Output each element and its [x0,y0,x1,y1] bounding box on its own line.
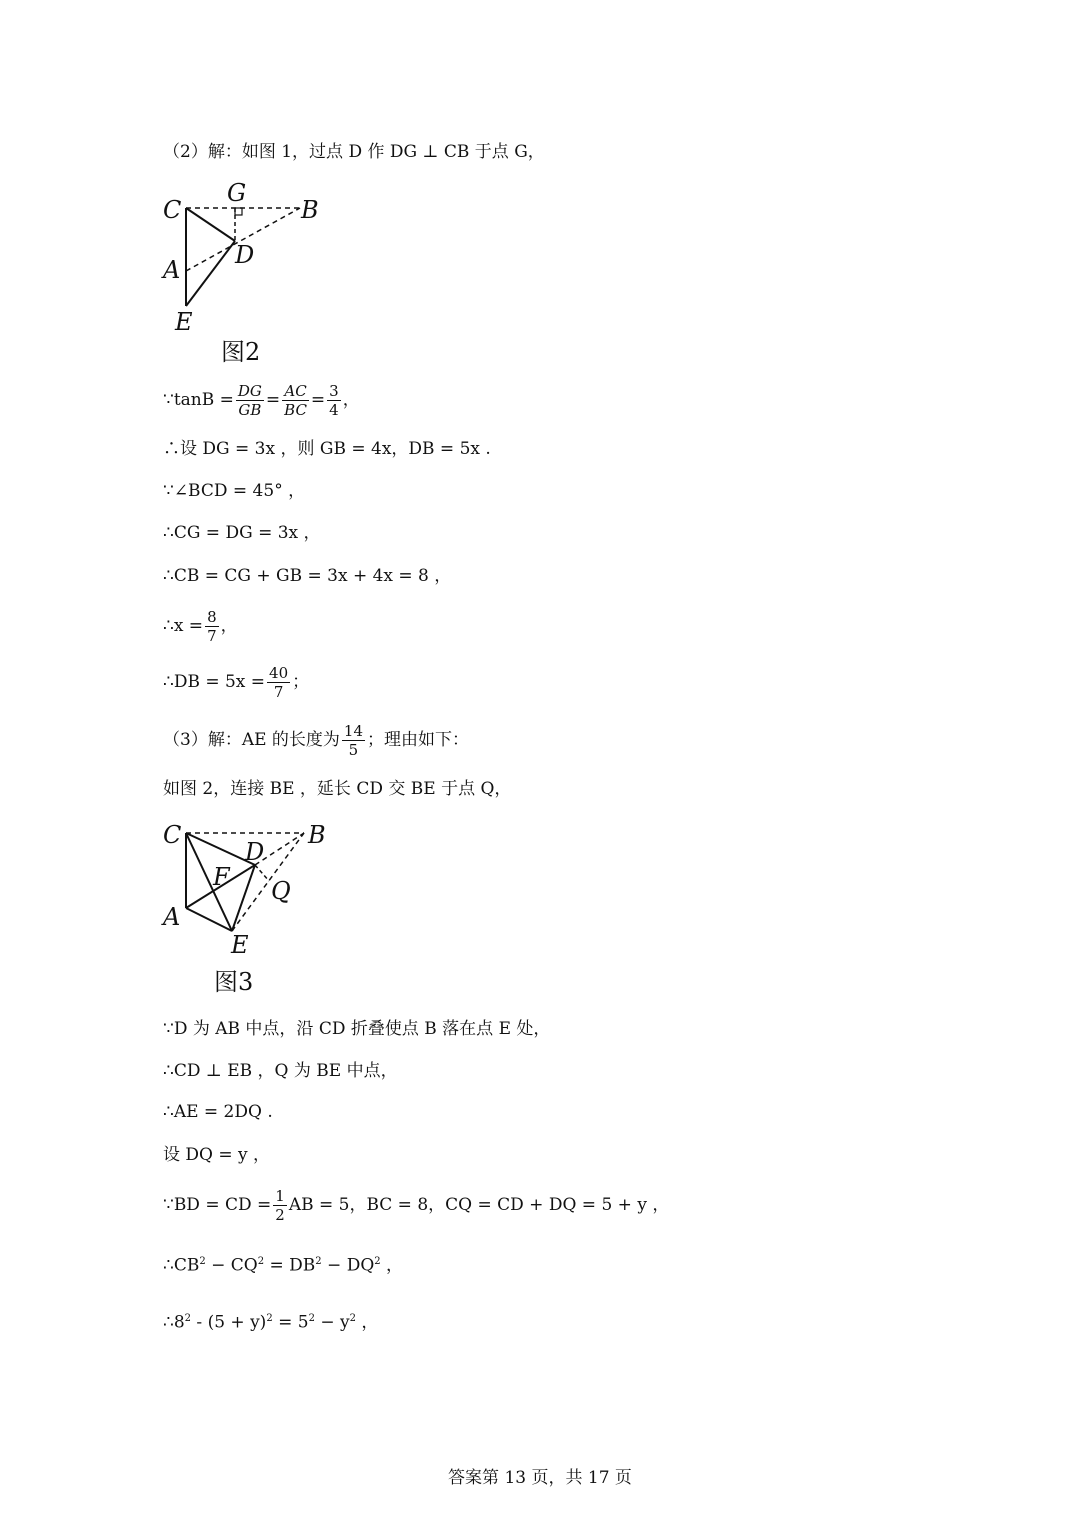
line-AE [186,908,232,931]
figure-3 [155,815,355,965]
part2-line-cg: ∴CG = DG = 3x ， [163,523,321,543]
fraction-14-5: $\frac{14}{5}$ [343,721,363,759]
label-D: D [245,838,265,866]
line-DE [232,865,255,931]
part2-line-cb: ∴CB = CG + GB = 3x + 4x = 8 ， [163,566,452,586]
page-footer: 答案第 13 页，共 17 页 [448,1468,632,1488]
label-C: C [163,821,182,849]
label-D: D [235,241,255,269]
part2-line-db: ∴DB = 5x = $\frac{40}{7}$ ； [163,663,310,701]
label-Q: Q [271,877,291,905]
part2-line-tan: ∵tanB = $\frac{DG}{GB}$ = $\frac{AC}{BC}$ = $\frac{3}{4}$ ， [163,381,360,419]
label-G: G [227,179,247,207]
figure-3-caption: 图3 [214,968,254,996]
label-E: E [231,931,249,959]
part3-line-equation: $\therefore 8^2 - (5 + y)^2 = 5^2 - y^2$ ， [163,1312,379,1333]
part3-line-perp: ∴CD ⊥ EB ，Q 为 BE 中点， [163,1061,398,1081]
fraction-ac-bc: $\frac{AC}{BC}$ [284,381,307,419]
fraction-8-7: $\frac{8}{7}$ [207,607,217,645]
part2-intro: （2）解：如图 1，过点 D 作 DG ⊥ CB 于点 G， [163,142,545,162]
label-E: E [175,308,193,336]
part3-line-midpoint: ∵D 为 AB 中点，沿 CD 折叠使点 B 落在点 E 处， [163,1019,551,1039]
line-DE [186,241,235,306]
label-B: B [308,821,326,849]
figure-2-caption: 图2 [221,338,261,366]
part2-line-angle: ∵∠BCD = 45° ， [163,481,306,501]
part3-line-ae: ∴AE = 2DQ . [163,1102,273,1122]
part3-line-dq: 设 DQ = y ， [163,1145,271,1165]
fraction-1-2: $\frac{1}{2}$ [275,1186,285,1224]
part3-line-squares: $\therefore CB^2 - CQ^2 = DB^2 - DQ^2$ ， [163,1255,404,1276]
part3-intro: （3）解：AE 的长度为 $\frac{14}{5}$ ；理由如下： [163,721,469,759]
fraction-dg-gb: $\frac{DG}{GB}$ [237,381,262,419]
label-F: F [213,863,230,891]
fraction-40-7: $\frac{40}{7}$ [269,663,289,701]
label-B: B [301,196,319,224]
right-angle-mark [235,208,242,215]
label-A: A [163,903,181,931]
figure-2 [155,178,355,338]
line-CD [186,208,235,241]
label-C: C [163,196,182,224]
line-DQ [255,865,269,881]
part2-line-x: ∴x = $\frac{8}{7}$ ， [163,607,238,645]
fraction-3-4: $\frac{3}{4}$ [329,381,339,419]
part3-line-connect: 如图 2，连接 BE ，延长 CD 交 BE 于点 Q， [163,779,512,799]
part3-line-bd: ∵BD = CD = $\frac{1}{2}$ AB = 5，BC = 8，CQ = CD + DQ = 5 + y ， [163,1186,670,1224]
label-A: A [163,256,181,284]
part2-line-set: ∴设 DG = 3x ，则 GB = 4x，DB = 5x . [163,439,491,459]
line-EB [232,833,304,931]
